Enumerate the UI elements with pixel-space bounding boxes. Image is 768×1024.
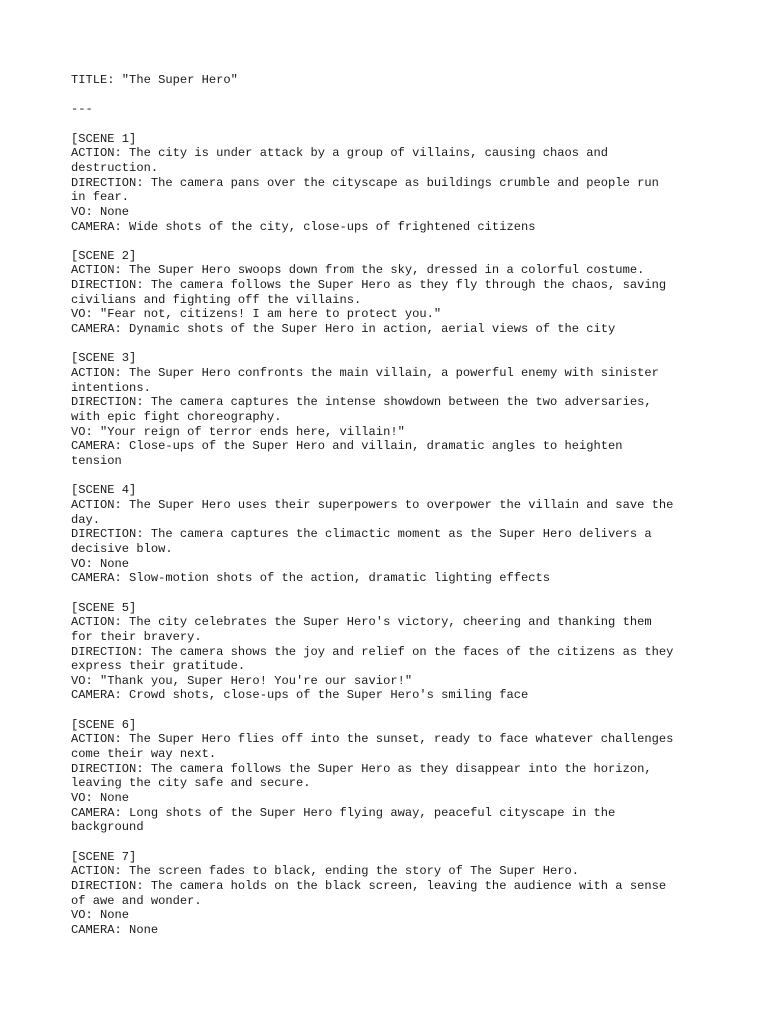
scene-line: day.: [71, 512, 101, 527]
scene-heading: [SCENE 7]: [71, 849, 137, 864]
scene-heading: [SCENE 2]: [71, 248, 137, 263]
scene-line: VO: None: [71, 556, 130, 571]
scene-block-3: [71, 351, 711, 468]
scene-line: decisive blow.: [71, 541, 173, 556]
screenplay-document: [71, 73, 711, 938]
scene-block-2: [71, 249, 711, 337]
scene-line: DIRECTION: The camera pans over the cityscape as buildings crumble and people run: [71, 175, 659, 190]
scene-line: intentions.: [71, 380, 151, 395]
scene-line: leaving the city safe and secure.: [71, 776, 311, 791]
scene-line: VO: "Fear not, citizens! I am here to protect you.": [71, 307, 442, 322]
scene-line: VO: "Your reign of terror ends here, villain!": [71, 424, 405, 439]
scene-line: VO: None: [71, 204, 130, 219]
scene-heading: [SCENE 6]: [71, 717, 137, 732]
scene-line: ACTION: The Super Hero swoops down from the sky, dressed in a colorful costume.: [71, 263, 645, 278]
scene-line: background: [71, 820, 144, 835]
scene-block-5: [71, 601, 711, 704]
scene-line: in fear.: [71, 190, 130, 205]
document-title: TITLE: "The Super Hero": [71, 73, 238, 87]
scene-heading: [SCENE 1]: [71, 131, 137, 146]
scene-line: CAMERA: Long shots of the Super Hero flying away, peaceful cityscape in the: [71, 805, 616, 820]
scene-line: VO: None: [71, 908, 130, 923]
scene-line: DIRECTION: The camera follows the Super Hero as they disappear into the horizon,: [71, 761, 652, 776]
scene-line: ACTION: The city celebrates the Super Hero's victory, cheering and thanking them: [71, 615, 652, 630]
scene-line: DIRECTION: The camera follows the Super Hero as they fly through the chaos, saving: [71, 278, 667, 293]
scene-heading: [SCENE 4]: [71, 483, 137, 498]
scene-line: VO: None: [71, 791, 130, 806]
scene-line: CAMERA: Wide shots of the city, close-ups of frightened citizens: [71, 219, 536, 234]
scene-line: DIRECTION: The camera holds on the black screen, leaving the audience with a sense: [71, 878, 667, 893]
scene-line: ACTION: The Super Hero flies off into the sunset, ready to face whatever challenges: [71, 732, 674, 747]
spacer: [71, 88, 711, 103]
scene-line: CAMERA: None: [71, 922, 159, 937]
scene-line: tension: [71, 454, 122, 468]
scene-line: ACTION: The city is under attack by a group of villains, causing chaos and: [71, 146, 609, 161]
scene-line: destruction.: [71, 160, 159, 175]
scene-line: with epic fight choreography.: [71, 410, 282, 425]
scene-line: of awe and wonder.: [71, 893, 202, 908]
scene-block-6: [71, 718, 711, 835]
scene-line: DIRECTION: The camera shows the joy and relief on the faces of the citizens as they: [71, 644, 674, 659]
scene-line: ACTION: The screen fades to black, ending the story of The Super Hero.: [71, 864, 580, 879]
scene-line: CAMERA: Slow-motion shots of the action, dramatic lighting effects: [71, 571, 550, 586]
scene-line: CAMERA: Crowd shots, close-ups of the Super Hero's smiling face: [71, 688, 529, 703]
scene-block-7: [71, 850, 711, 938]
scene-line: ACTION: The Super Hero confronts the main villain, a powerful enemy with sinister: [71, 366, 659, 381]
scene-line: express their gratitude.: [71, 659, 246, 674]
scene-block-4: [71, 483, 711, 586]
scene-heading: [SCENE 5]: [71, 600, 137, 615]
scene-line: DIRECTION: The camera captures the climactic moment as the Super Hero delivers a: [71, 527, 652, 542]
scene-line: DIRECTION: The camera captures the intense showdown between the two adversaries,: [71, 395, 652, 410]
scene-line: ACTION: The Super Hero uses their superpowers to overpower the villain and save the: [71, 497, 674, 512]
scene-line: for their bravery.: [71, 629, 202, 644]
scene-line: VO: "Thank you, Super Hero! You're our savior!": [71, 673, 413, 688]
scene-line: CAMERA: Dynamic shots of the Super Hero in action, aerial views of the city: [71, 322, 616, 337]
scene-line: CAMERA: Close-ups of the Super Hero and villain, dramatic angles to heighten: [71, 439, 623, 454]
separator: ---: [71, 102, 93, 117]
scene-line: civilians and fighting off the villains.: [71, 292, 362, 307]
scene-heading: [SCENE 3]: [71, 351, 137, 366]
scene-line: come their way next.: [71, 747, 217, 762]
scene-block-1: [71, 132, 711, 235]
scene-list: [71, 132, 711, 938]
